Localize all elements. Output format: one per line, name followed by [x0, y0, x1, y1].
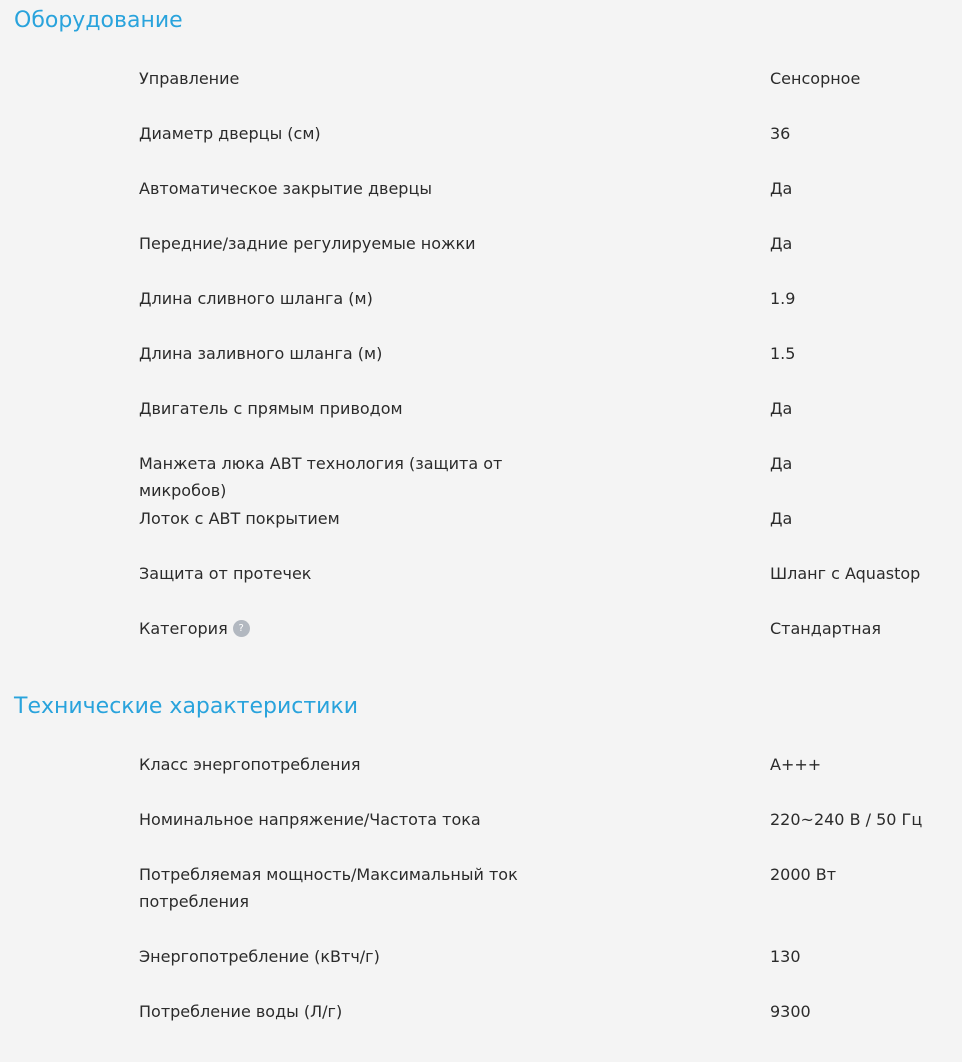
spec-label: Номинальное напряжение/Частота тока [139, 810, 481, 829]
spec-value: Да [770, 179, 793, 198]
spec-value: 2000 Вт [770, 865, 837, 884]
section-title-technical: Технические характеристики [14, 694, 359, 719]
spec-label: Лоток с ABT покрытием [139, 509, 340, 528]
spec-label-text: Категория [139, 619, 228, 638]
spec-label: Диаметр дверцы (см) [139, 124, 321, 143]
spec-value: Да [770, 399, 793, 418]
spec-label: Длина заливного шланга (м) [139, 344, 383, 363]
spec-label: Двигатель с прямым приводом [139, 399, 403, 418]
spec-label: Класс энергопотребления [139, 755, 361, 774]
spec-value: 1.9 [770, 289, 796, 308]
spec-value: 220~240 В / 50 Гц [770, 810, 923, 829]
spec-value: Шланг с Aquastop [770, 564, 921, 583]
spec-value: 9300 [770, 1002, 811, 1021]
spec-value: A+++ [770, 755, 822, 774]
spec-value: Да [770, 509, 793, 528]
spec-label: Защита от протечек [139, 564, 312, 583]
spec-label: Потребление воды (Л/г) [139, 1002, 343, 1021]
question-circle-icon[interactable]: ? [233, 620, 250, 637]
spec-label: Управление [139, 69, 240, 88]
spec-value: 36 [770, 124, 791, 143]
spec-value: 1.5 [770, 344, 796, 363]
spec-label: Длина сливного шланга (м) [139, 289, 373, 308]
spec-value: Сенсорное [770, 69, 861, 88]
section-title-equipment: Оборудование [14, 8, 183, 33]
spec-label: Энергопотребление (кВтч/г) [139, 947, 380, 966]
spec-label-with-help [139, 615, 539, 642]
spec-label: Передние/задние регулируемые ножки [139, 234, 476, 253]
spec-label: Потребляемая мощность/Максимальный ток потребления [139, 865, 518, 911]
spec-value: 130 [770, 947, 801, 966]
spec-label: Автоматическое закрытие дверцы [139, 179, 432, 198]
spec-value: Да [770, 454, 793, 473]
spec-label: Манжета люка ABT технология (защита от микробов) [139, 454, 503, 500]
spec-value: Да [770, 234, 793, 253]
spec-value: Стандартная [770, 619, 881, 638]
